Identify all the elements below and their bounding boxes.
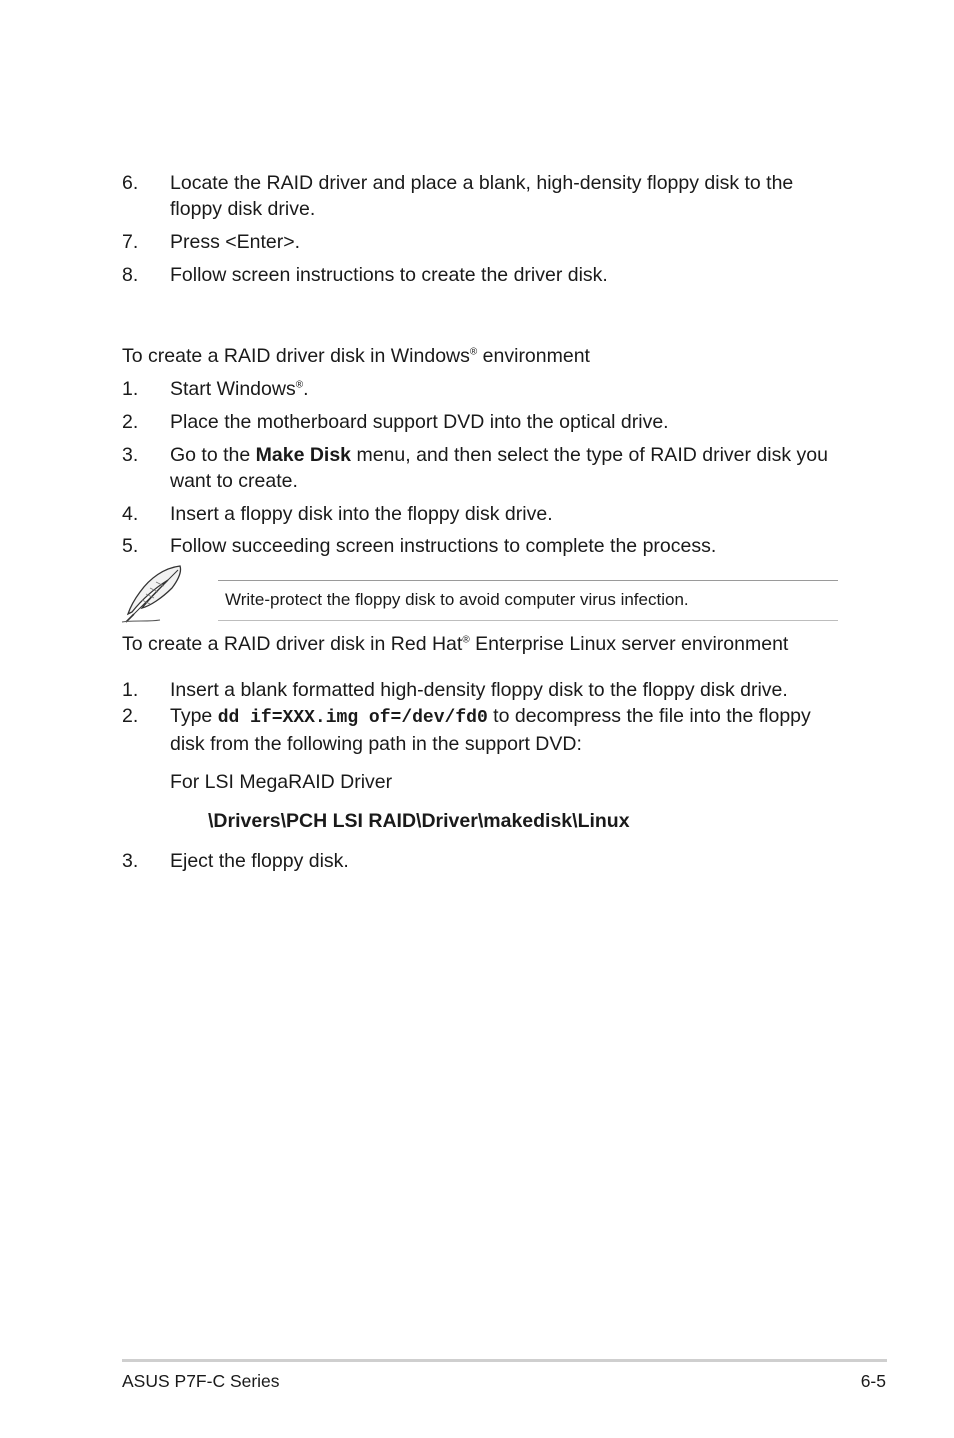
footer-product-name: ASUS P7F-C Series [122, 1371, 280, 1391]
step-text: Press <Enter>. [170, 231, 301, 253]
step-number: 1. [122, 679, 139, 701]
feather-pen-icon [120, 562, 186, 626]
step-number: 8. [122, 264, 139, 286]
step-number: 3. [122, 444, 139, 466]
step-text: Follow succeeding screen instructions to complete the process. [170, 535, 717, 557]
step-number: 6. [122, 172, 139, 194]
step-text: Insert a floppy disk into the floppy disk drive. [170, 503, 553, 525]
note-bottom-rule [218, 620, 838, 621]
step-number: 5. [122, 535, 139, 557]
step-number: 2. [122, 705, 139, 727]
command-code: dd if=XXX.img of=/dev/fd0 [217, 708, 488, 728]
driver-label: For LSI MegaRAID Driver [170, 771, 393, 793]
make-disk-menu-name: Make Disk [255, 444, 352, 466]
note-top-rule [218, 580, 838, 581]
step-text: Place the motherboard support DVD into the optical drive. [170, 411, 669, 433]
step-number: 4. [122, 503, 139, 525]
step-text: Follow screen instructions to create the driver disk. [170, 264, 608, 286]
step-number: 3. [122, 850, 139, 872]
step-number: 1. [122, 378, 139, 400]
step-text: Eject the floppy disk. [170, 850, 349, 872]
step-number: 7. [122, 231, 139, 253]
step-text: Type dd if=XXX.img of=/dev/fd0 to decompress the file into the floppy disk from the following path in the support DVD: [170, 705, 811, 755]
step-text: Start Windows®. [170, 378, 309, 400]
footer-rule [122, 1359, 887, 1362]
footer-page-number: 6-5 [860, 1371, 886, 1391]
step-text: Go to the Make Disk menu, and then select the type of RAID driver disk you want to create. [170, 444, 828, 492]
windows-section-heading: To create a RAID driver disk in Windows® environment [122, 345, 590, 367]
linux-section-heading: To create a RAID driver disk in Red Hat® Enterprise Linux server environment [122, 633, 789, 655]
note-text: Write-protect the floppy disk to avoid computer virus infection. [225, 590, 689, 609]
driver-path: \Drivers\PCH LSI RAID\Driver\makedisk\Linux [208, 810, 630, 832]
step-text: Locate the RAID driver and place a blank, high-density floppy disk to the floppy disk drive. [170, 172, 794, 220]
step-number: 2. [122, 411, 139, 433]
step-text: Insert a blank formatted high-density floppy disk to the floppy disk drive. [170, 679, 788, 701]
